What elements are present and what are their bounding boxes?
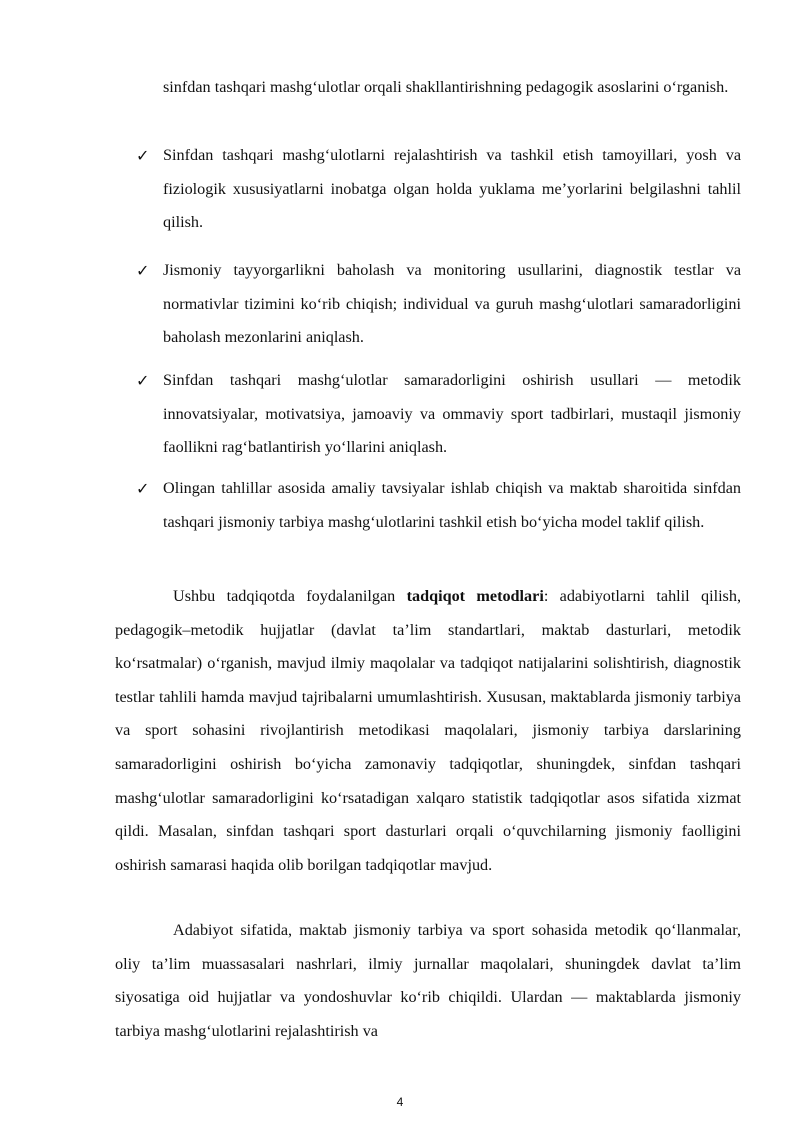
- checkmark-icon: ✓: [136, 371, 150, 390]
- list-item-text: Sinfdan tashqari mashg‘ulotlarni rejalashtirish va tashkil etish tamoyillari, yosh va fiziologik xususiyatlarni inobatga olgan holda yuklama me’yorlarini belgilashni tahlil qilish.: [163, 146, 741, 232]
- methods-paragraph: [115, 580, 741, 882]
- list-item-text: Jismoniy tayyorgarlikni baholash va monitoring usullarini, diagnostik testlar va normativlar tizimini ko‘rib chiqish; individual va guruh mashg‘ulotlari samaradorligini baholash mezonlarini aniqlash.: [163, 261, 741, 347]
- list-item: [136, 472, 741, 539]
- methods-lead: Ushbu tadqiqotda foydalanilgan: [173, 587, 407, 605]
- list-item: [136, 254, 741, 355]
- checkmark-icon: ✓: [136, 146, 150, 165]
- list-item: [136, 364, 741, 465]
- methods-rest: : adabiyotlarni tahlil qilish, pedagogik–metodik hujjatlar (davlat ta’lim standartlari, maktab dasturlari, metodik ko‘rsatmalar) o‘rganish, mavjud ilmiy maqolalar va tadqiqot natijalarini solishtirish, diagnostik testlar tahlili hamda mavjud tajribalarni umumlashtirish. Xususan, maktablarda jismoniy tarbiya va sport sohasini rivojlantirish metodikasi maqolalari, jismoniy tarbiya darslarining samaradorligini oshirish bo‘yicha zamonaviy tadqiqotlar, shuningdek, sinfdan tashqari mashg‘ulotlar samaradorligini ko‘rsatadigan xalqaro statistik tadqiqotlar asos sifatida xizmat qildi. Masalan, sinfdan tashqari sport dasturlari orqali o‘quvchilarning jismoniy faolligini oshirish samarasi haqida olib borilgan tadqiqotlar mavjud.: [115, 587, 742, 874]
- checkmark-icon: ✓: [136, 261, 150, 280]
- checkmark-icon: ✓: [136, 479, 150, 498]
- methods-bold-term: tadqiqot metodlari: [406, 587, 544, 605]
- list-item-text: Sinfdan tashqari mashg‘ulotlar samaradorligini oshirish usullari — metodik innovatsiyalar, motivatsiya, jamoaviy va ommaviy sport tadbirlari, mustaqil jismoniy faollikni rag‘batlantirish yo‘llarini aniqlash.: [163, 371, 741, 457]
- list-item-text: Olingan tahlillar asosida amaliy tavsiyalar ishlab chiqish va maktab sharoitida sinfdan tashqari jismoniy tarbiya mashg‘ulotlarini tashkil etish bo‘yicha model taklif qilish.: [163, 479, 741, 531]
- page-number: 4: [396, 1095, 404, 1109]
- list-item: [136, 139, 741, 240]
- continuation-paragraph: sinfdan tashqari mashg‘ulotlar orqali shakllantirishning pedagogik asoslarini o‘rganish.: [163, 78, 729, 96]
- literature-paragraph: Adabiyot sifatida, maktab jismoniy tarbiya va sport sohasida metodik qo‘llanmalar, oliy ta’lim muassasalari nashrlari, ilmiy jurnallar maqolalari, shuningdek davlat ta’lim siyosatiga oid hujjatlar va yondoshuvlar ko‘rib chiqildi. Ulardan — maktablarda jismoniy tarbiya mashg‘ulotlarini rejalashtirish va: [115, 921, 741, 1040]
